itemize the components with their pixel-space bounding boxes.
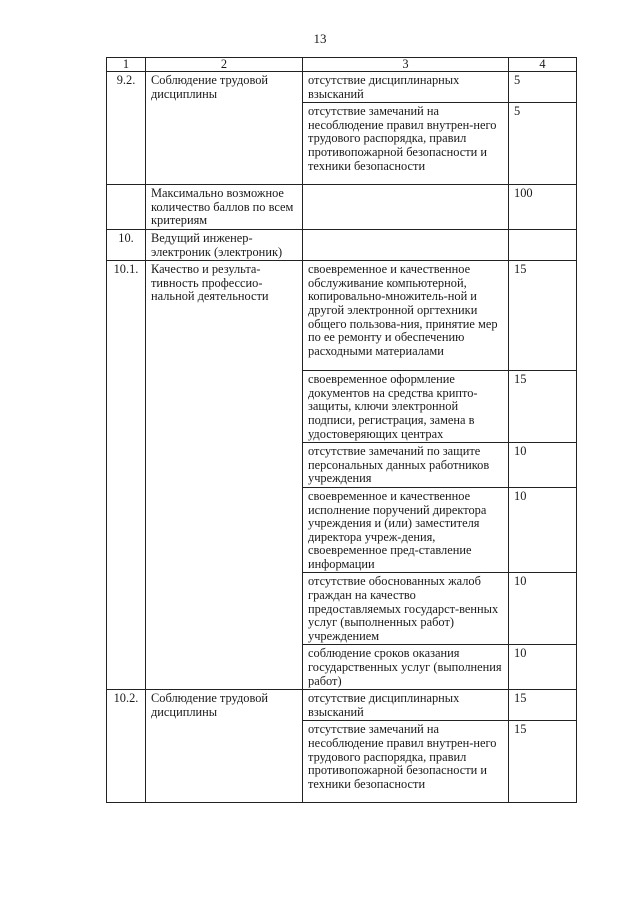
indicator-cell: отсутствие замечаний на несоблюдение правил внутрен-него трудового распорядка, правил противопожарной безопасности и техники безопасности [303,721,509,803]
indicator-cell: соблюдение сроков оказания государственных услуг (выполнения работ) [303,645,509,690]
indicator-cell: отсутствие дисциплинарных взысканий [303,690,509,721]
table-header-row [107,58,577,72]
indicator-cell: отсутствие замечаний по защите персональных данных работников учреждения [303,443,509,488]
score-cell: 15 [509,721,577,803]
criterion-cell: Ведущий инженер-электроник (электроник) [146,229,303,260]
score-cell: 10 [509,645,577,690]
indicator-cell: отсутствие замечаний на несоблюдение правил внутрен-него трудового распорядка, правил противопожарной безопасности и техники безопасности [303,103,509,185]
indicator-cell: отсутствие обоснованных жалоб граждан на качество предоставляемых государст-венных услуг (выполненных работ) учреждением [303,573,509,645]
column-header-3: 3 [303,58,509,72]
table-row [107,690,577,721]
criterion-cell: Соблюдение трудовой дисциплины [146,72,303,185]
criterion-cell: Соблюдение трудовой дисциплины [146,690,303,803]
score-cell: 15 [509,371,577,443]
score-cell: 15 [509,261,577,371]
indicator-cell: своевременное оформление документов на средства крипто-защиты, ключи электронной подписи, регистрация, замена в удостоверяющих центрах [303,371,509,443]
row-number: 9.2. [107,72,146,185]
criterion-cell: Качество и результа-тивность профессио-нальной деятельности [146,261,303,690]
score-cell: 5 [509,72,577,103]
table-row [107,185,577,230]
score-cell: 15 [509,690,577,721]
indicator-cell: своевременное и качественное обслуживание компьютерной, копировально-множитель-ной и другой электронной оргтехники общего пользова-ния, принятие мер по ее ремонту и обеспечению расходными материалами [303,261,509,371]
indicator-cell [303,185,509,230]
score-cell: 100 [509,185,577,230]
column-header-2: 2 [146,58,303,72]
indicator-cell [303,229,509,260]
table-row [107,72,577,103]
score-cell: 10 [509,443,577,488]
score-cell: 10 [509,573,577,645]
row-number: 10.2. [107,690,146,803]
row-number: 10. [107,229,146,260]
score-cell: 5 [509,103,577,185]
score-cell [509,229,577,260]
indicator-cell: своевременное и качественное исполнение поручений директора учреждения и (или) заместителя директора учреж-дения, своевременное пред-ставление информации [303,487,509,573]
row-number [107,185,146,230]
column-header-1: 1 [107,58,146,72]
page-number: 13 [313,31,327,46]
table-row [107,261,577,371]
score-cell: 10 [509,487,577,573]
row-number: 10.1. [107,261,146,690]
indicator-cell: отсутствие дисциплинарных взысканий [303,72,509,103]
table-row [107,229,577,260]
criterion-cell: Максимально возможное количество баллов по всем критериям [146,185,303,230]
criteria-table [106,57,577,803]
column-header-4: 4 [509,58,577,72]
